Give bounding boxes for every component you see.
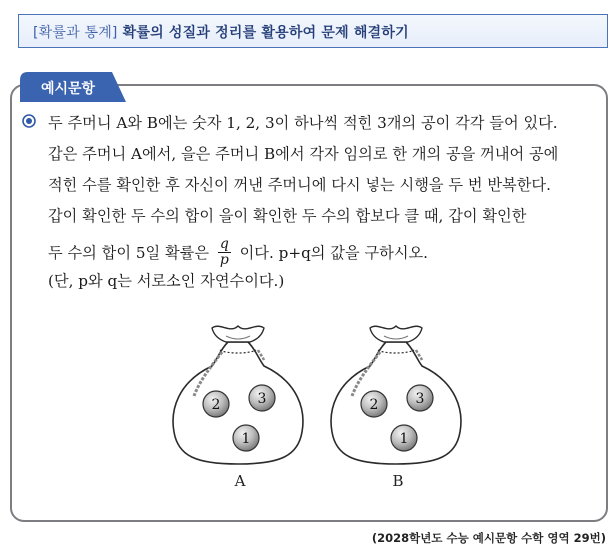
tab-label: 예시문항 bbox=[40, 81, 96, 97]
bag-a-label: A bbox=[234, 472, 246, 490]
ball-b-1-label: 1 bbox=[399, 431, 409, 447]
fraction-denominator: p bbox=[219, 251, 229, 268]
header-title: 확률의 성질과 정리를 활용하여 문제 해결하기 bbox=[122, 25, 409, 41]
bag-b-label: B bbox=[392, 472, 404, 490]
ball-a-1-label: 1 bbox=[241, 431, 251, 447]
ball-b-2-label: 2 bbox=[369, 397, 379, 413]
bullet-icon bbox=[22, 114, 36, 128]
problem-note: (단, p와 q는 서로소인 자연수이다.) bbox=[48, 272, 285, 290]
problem-line-1: 두 주머니 A와 B에는 숫자 1, 2, 3이 하나씩 적힌 3개의 공이 각각 들어 있다. bbox=[48, 114, 558, 132]
problem-line-3: 적힌 수를 확인한 후 자신이 꺼낸 주머니에 다시 넣는 시행을 두 번 반복한다. bbox=[48, 176, 551, 194]
source-citation: (2028학년도 수능 예시문항 수학 영역 29번) bbox=[371, 531, 606, 545]
probability-fraction bbox=[218, 237, 231, 268]
bag-a bbox=[173, 326, 303, 490]
problem-line-4: 갑이 확인한 두 수의 합이 을이 확인한 두 수의 합보다 클 때, 갑이 확인한 bbox=[48, 207, 527, 225]
example-tab bbox=[20, 72, 126, 102]
ball-a-3-label: 3 bbox=[257, 391, 267, 407]
problem-line-5 bbox=[48, 235, 596, 270]
problem-line-5-after: 이다. p+q의 값을 구하시오. bbox=[239, 244, 428, 262]
problem-text bbox=[48, 108, 596, 270]
bag-b bbox=[331, 326, 461, 490]
bags-figure bbox=[160, 320, 480, 500]
ball-a-2-label: 2 bbox=[211, 397, 221, 413]
problem-line-2: 갑은 주머니 A에서, 을은 주머니 B에서 각자 임의로 한 개의 공을 꺼내어 공에 bbox=[48, 145, 559, 163]
header-title-line bbox=[33, 22, 409, 42]
ball-b-3-label: 3 bbox=[415, 391, 425, 407]
section-header bbox=[18, 14, 608, 48]
bags-illustration bbox=[160, 320, 480, 500]
header-topic: [확률과 통계] bbox=[33, 25, 118, 41]
fraction-numerator: q bbox=[219, 235, 229, 252]
problem-line-5-before: 두 수의 합이 5일 확률은 bbox=[48, 244, 210, 262]
